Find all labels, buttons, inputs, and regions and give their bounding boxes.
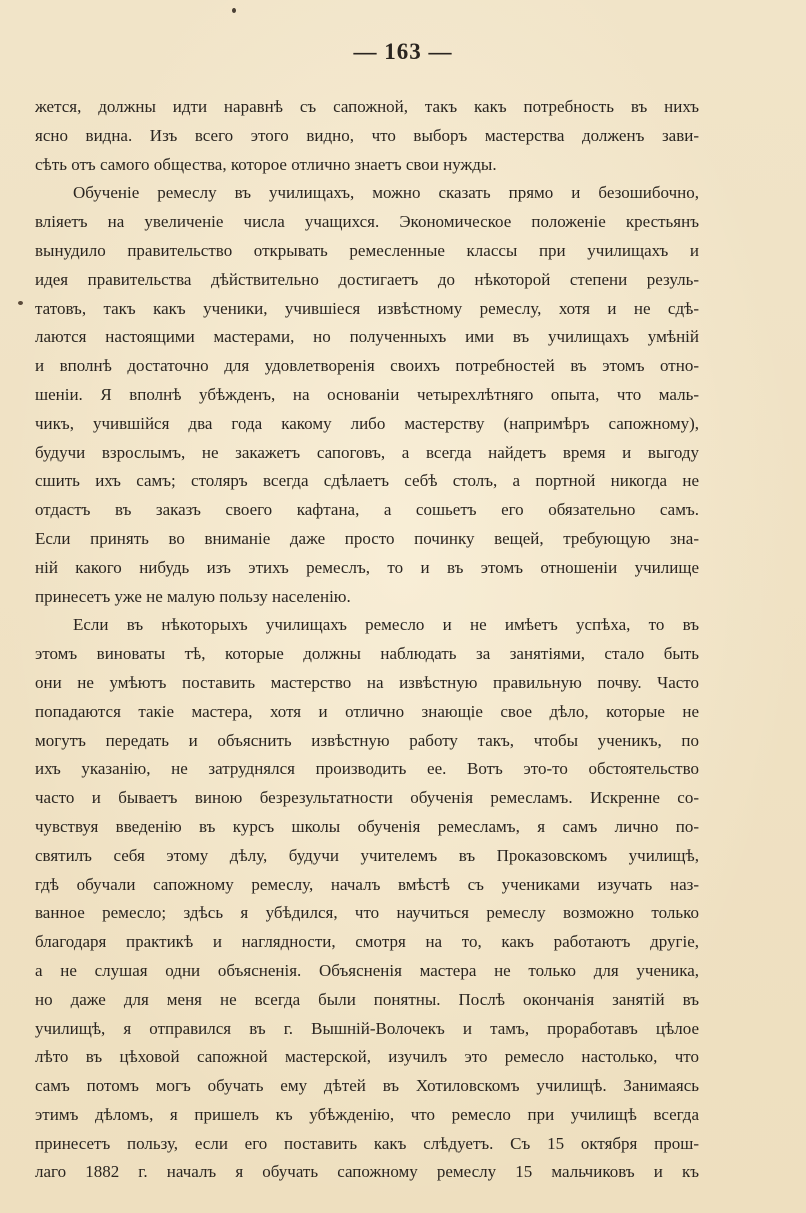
text-line: лаго 1882 г. началъ я обучать сапожному ремеслу 15 мальчиковъ и къ xyxy=(35,1162,699,1182)
text-line: лѣто въ цѣховой сапожной мастерской, изучилъ это ремесло настолько, что xyxy=(35,1047,699,1067)
text-line: принесетъ уже не малую пользу населенію. xyxy=(35,586,351,606)
text-line: сшить ихъ самъ; столяръ всегда сдѣлаетъ себѣ столъ, а портной никогда не xyxy=(35,471,699,491)
margin-ink-dot xyxy=(18,301,23,305)
text-line: сѣть отъ самого общества, которое отлично знаетъ свои нужды. xyxy=(35,154,497,174)
text-line: идея правительства дѣйствительно достигаетъ до нѣкоторой степени резуль- xyxy=(35,269,699,289)
text-line: чикъ, учившійся два года какому либо мастерству (напримѣръ сапожному), xyxy=(35,413,699,433)
text-line: но даже для меня не всегда были понятны. Послѣ окончанія занятій въ xyxy=(35,989,699,1009)
text-line: а не слушая одни объясненія. Объясненія мастера не только для ученика, xyxy=(35,960,699,980)
text-line: и вполнѣ достаточно для удовлетворенія своихъ потребностей въ этомъ отно- xyxy=(35,356,699,376)
text-line: будучи взрослымъ, не закажетъ сапоговъ, а всегда найдетъ время и выгоду xyxy=(35,442,699,462)
ink-speck xyxy=(232,8,236,13)
text-line: ванное ремесло; здѣсь я убѣдился, что научиться ремеслу возможно только xyxy=(35,903,699,923)
text-line: Обученіе ремеслу въ училищахъ, можно сказать прямо и безошибочно, xyxy=(73,183,699,203)
text-line: вліяетъ на увеличеніе числа учащихся. Экономическое положеніе крестьянъ xyxy=(35,212,699,232)
text-line: вынудило правительство открывать ремесленные классы при училищахъ и xyxy=(35,240,699,260)
text-line: чувствуя введенію въ курсъ школы обученія ремесламъ, я самъ лично по- xyxy=(35,816,699,836)
text-line: они не умѣютъ поставить мастерство на извѣстную правильную почву. Часто xyxy=(35,672,699,692)
text-line: самъ потомъ могъ обучать ему дѣтей въ Хотиловскомъ училищѣ. Занимаясь xyxy=(35,1076,699,1096)
text-line: этомъ виноваты тѣ, которые должны наблюдать за занятіями, стало быть xyxy=(35,644,699,664)
text-line: татовъ, такъ какъ ученики, учившіеся извѣстному ремеслу, хотя и не сдѣ- xyxy=(35,298,699,318)
text-line: принесетъ пользу, если его поставить какъ слѣдуетъ. Съ 15 октября прош- xyxy=(35,1133,699,1153)
text-line: шеніи. Я вполнѣ убѣжденъ, на основаніи четырехлѣтняго опыта, что маль- xyxy=(35,384,699,404)
text-line: ихъ указанію, не затруднялся производить ее. Вотъ это-то обстоятельство xyxy=(35,759,699,779)
body-text xyxy=(35,93,699,1187)
text-line: Если въ нѣкоторыхъ училищахъ ремесло и не имѣетъ успѣха, то въ xyxy=(73,615,699,635)
text-line: ній какого нибудь изъ этихъ ремеслъ, то и въ этомъ отношеніи училище xyxy=(35,557,699,577)
text-line: гдѣ обучали сапожному ремеслу, началъ вмѣстѣ съ учениками изучать наз- xyxy=(35,874,699,894)
text-line: попадаются такіе мастера, хотя и отлично знающіе свое дѣло, которые не xyxy=(35,701,699,721)
text-line: Если принять во вниманіе даже просто починку вещей, требующую зна- xyxy=(35,528,699,548)
text-line: ясно видна. Изъ всего этого видно, что выборъ мастерства долженъ зави- xyxy=(35,125,699,145)
text-line: отдастъ въ заказъ своего кафтана, а сошьетъ его обязательно самъ. xyxy=(35,500,699,520)
text-line: училищѣ, я отправился въ г. Вышній-Волочекъ и тамъ, проработавъ цѣлое xyxy=(35,1018,699,1038)
text-line: лаются настоящими мастерами, но полученныхъ ими въ училищахъ умѣній xyxy=(35,327,699,347)
text-line: святилъ себя этому дѣлу, будучи учителемъ въ Проказовскомъ училищѣ, xyxy=(35,845,699,865)
page-number: — 163 — xyxy=(353,39,453,64)
text-line: могутъ передать и объяснить извѣстную работу такъ, чтобы ученикъ, по xyxy=(35,730,699,750)
text-line: часто и бываетъ виною безрезультатности обученія ремесламъ. Искренне со- xyxy=(35,788,699,808)
text-line: благодаря практикѣ и наглядности, смотря на то, какъ работаютъ другіе, xyxy=(35,932,699,952)
text-line: этимъ дѣломъ, я пришелъ къ убѣжденію, что ремесло при училищѣ всегда xyxy=(35,1104,699,1124)
text-line: жется, должны идти наравнѣ съ сапожной, такъ какъ потребность въ нихъ xyxy=(35,97,699,116)
